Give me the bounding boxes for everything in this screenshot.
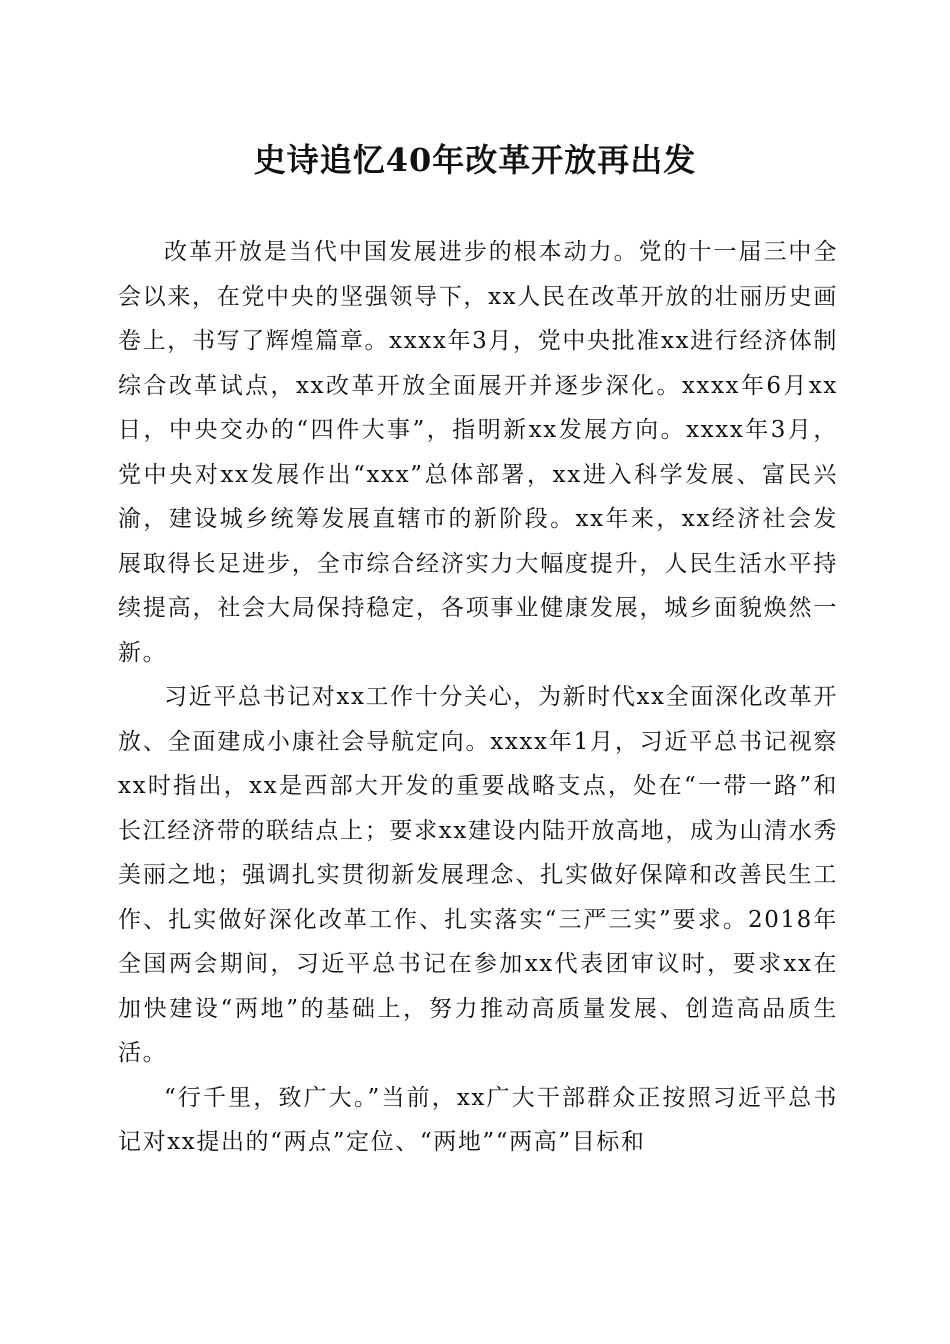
document-body (118, 230, 838, 1165)
paragraph-1: 改革开放是当代中国发展进步的根本动力。党的十一届三中全会以来，在党中央的坚强领导下，xx人民在改革开放的壮丽历史画卷上，书写了辉煌篇章。xxxx年3月，党中央批准xx进行经济体制综合改革试点，xx改革开放全面展开并逐步深化。xxxx年6月xx日，中央交办的“四件大事”，指明新xx发展方向。xxxx年3月，党中央对xx发展作出“xxx”总体部署，xx进入科学发展、富民兴渝，建设城乡统筹发展直辖市的新阶段。xx年来，xx经济社会发展取得长足进步，全市综合经济实力大幅度提升，人民生活水平持续提高，社会大局保持稳定，各项事业健康发展，城乡面貌焕然一新。 (118, 239, 838, 666)
paragraph-2: 习近平总书记对xx工作十分关心，为新时代xx全面深化改革开放、全面建成小康社会导航定向。xxxx年1月，习近平总书记视察xx时指出，xx是西部大开发的重要战略支点，处在“一带一路”和长江经济带的联结点上；要求xx建设内陆开放高地，成为山清水秀美丽之地；强调扎实贯彻新发展理念、扎实做好保障和改善民生工作、扎实做好深化改革工作、扎实落实“三严三实”要求。2018年全国两会期间，习近平总书记在参加xx代表团审议时，要求xx在加快建设“两地”的基础上，努力推动高质量发展、创造高品质生活。 (118, 684, 838, 1066)
document-title: 史诗追忆40年改革开放再出发 (253, 141, 697, 179)
paragraph-3: “行千里，致广大。”当前，xx广大干部群众正按照习近平总书记对xx提出的“两点”定位、“两地”“两高”目标和 (118, 1084, 838, 1155)
